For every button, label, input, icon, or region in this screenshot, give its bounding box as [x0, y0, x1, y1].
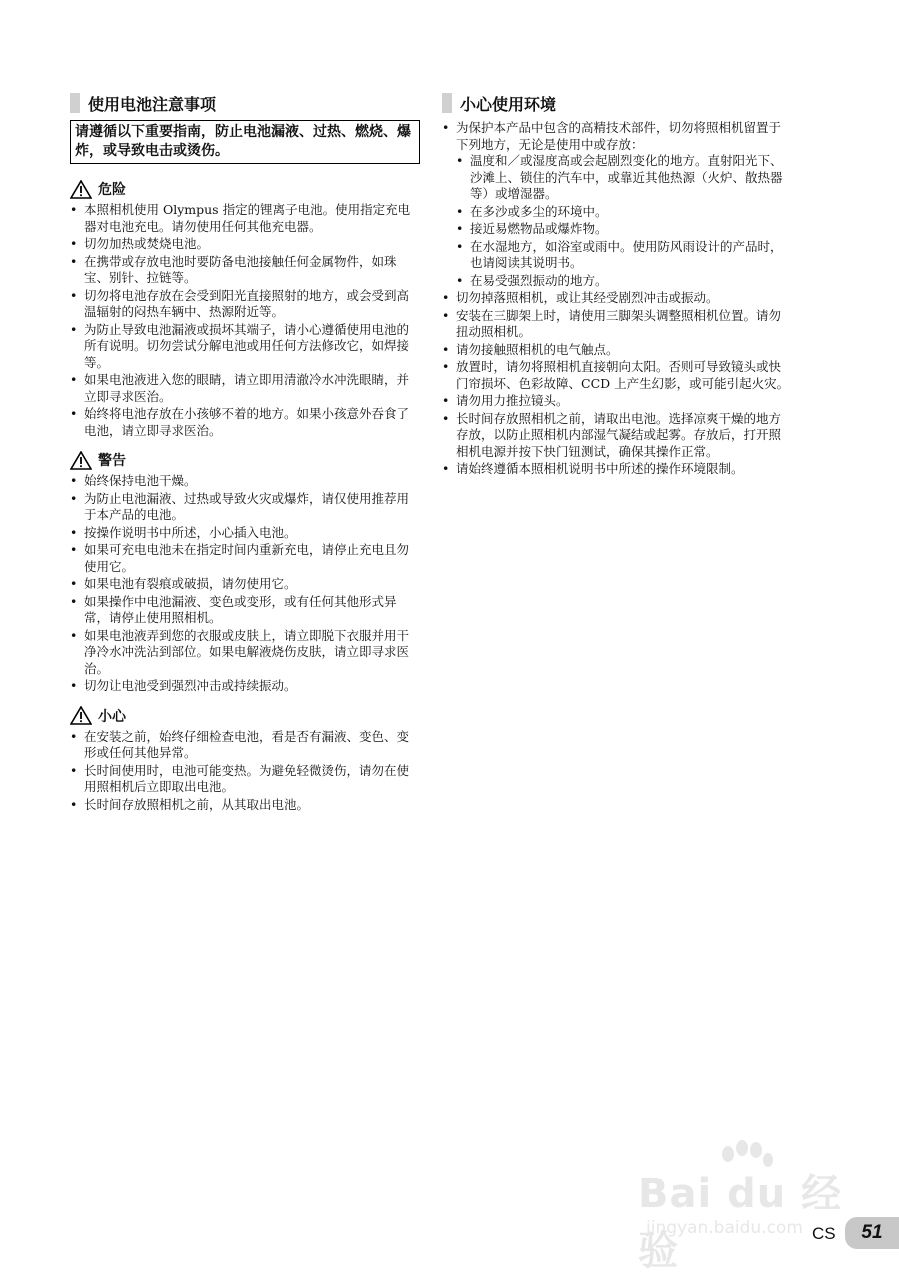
list-item: • 请勿接触照相机的电气触点。 [442, 342, 792, 359]
list-item: • 为防止电池漏液、过热或导致火灾或爆炸，请仅使用推荐用于本产品的电池。 [70, 491, 420, 524]
caution-heading-text: 小心 [98, 708, 126, 725]
warning-triangle-icon [70, 706, 92, 725]
list-item [442, 120, 792, 289]
list-item: • 请始终遵循本照相机说明书中所述的操作环境限制。 [442, 461, 792, 478]
sub-list-item: • 在易受强烈振动的地方。 [456, 273, 792, 290]
watermark-url: jingyan.baidu.com [646, 1218, 803, 1238]
list-item: • 如果电池液进入您的眼睛，请立即用清澈冷水冲洗眼睛，并立即寻求医治。 [70, 372, 420, 405]
caution-heading [70, 705, 420, 727]
sub-list-item: • 温度和／或湿度高或会起剧烈变化的地方。直射阳光下、沙滩上、锁住的汽车中，或靠近其他热源（火炉、散热器等）或增湿器。 [456, 153, 792, 203]
section-title-battery [70, 90, 420, 116]
list-item: • 切勿加热或焚烧电池。 [70, 236, 420, 253]
warning-triangle-icon [70, 451, 92, 470]
list-item: • 安装在三脚架上时，请使用三脚架头调整照相机位置。请勿扭动照相机。 [442, 308, 792, 341]
danger-heading [70, 178, 420, 200]
list-item: • 长时间存放照相机之前，请取出电池。选择凉爽干燥的地方存放，以防止照相机内部湿气凝结或起雾。存放后，打开照相机电源并按下快门钮测试，确保其操作正常。 [442, 411, 792, 461]
page-number: 51 [845, 1217, 899, 1249]
list-item: • 长时间使用时，电池可能变热。为避免轻微烫伤，请勿在使用照相机后立即取出电池。 [70, 763, 420, 796]
list-item: • 始终将电池存放在小孩够不着的地方。如果小孩意外吞食了电池，请立即寻求医治。 [70, 406, 420, 439]
section-title-text: 使用电池注意事项 [88, 94, 217, 114]
caution-list [70, 729, 420, 814]
list-item: • 切勿将电池存放在会受到阳光直接照射的地方，或会受到高温辐射的闷热车辆中、热源附近等。 [70, 288, 420, 321]
watermark-brand: Bai du 经验 [638, 1171, 843, 1274]
sub-list-item: • 在水湿地方，如浴室或雨中。使用防风雨设计的产品时，也请阅读其说明书。 [456, 239, 792, 272]
warning-triangle-icon [70, 180, 92, 199]
list-item: • 切勿让电池受到强烈冲击或持续振动。 [70, 678, 420, 695]
list-item: • 长时间存放照相机之前，从其取出电池。 [70, 797, 420, 814]
left-column [70, 90, 420, 814]
notice-box: 请遵循以下重要指南，防止电池漏液、过热、燃烧、爆炸，或导致电击或烫伤。 [70, 120, 420, 164]
list-item: • 如果可充电电池未在指定时间内重新充电，请停止充电且勿使用它。 [70, 542, 420, 575]
section-title-text: 小心使用环境 [460, 94, 557, 114]
list-item: • 为防止导致电池漏液或损坏其端子，请小心遵循使用电池的所有说明。切勿尝试分解电池或用任何方法修改它，如焊接等。 [70, 322, 420, 372]
list-item: • 放置时，请勿将照相机直接朝向太阳。否则可导致镜头或快门帘损坏、色彩故障、CCD 上产生幻影，或可能引起火灾。 [442, 359, 792, 392]
list-item: • 如果电池液弄到您的衣服或皮肤上，请立即脱下衣服并用干净冷水冲洗沾到部位。如果电解液烧伤皮肤，请立即寻求医治。 [70, 628, 420, 678]
warning-list [70, 473, 420, 695]
danger-heading-text: 危险 [98, 182, 126, 198]
list-item: • 如果电池有裂痕或破损，请勿使用它。 [70, 576, 420, 593]
intro-text: 为保护本产品中包含的高精技术部件，切勿将照相机留置于下列地方，无论是使用中或存放： [456, 120, 782, 152]
list-item: • 在安装之前，始终仔细检查电池，看是否有漏液、变色、变形或任何其他异常。 [70, 729, 420, 762]
right-column [442, 90, 792, 479]
danger-list [70, 202, 420, 439]
sub-list [456, 153, 792, 289]
list-item: • 按操作说明书中所述，小心插入电池。 [70, 525, 420, 542]
environment-list [442, 120, 792, 478]
warning-heading-text: 警告 [98, 453, 126, 469]
sub-list-item: • 接近易燃物品或爆炸物。 [456, 221, 792, 238]
sub-list-item: • 在多沙或多尘的环境中。 [456, 204, 792, 221]
list-item: • 请勿用力推拉镜头。 [442, 393, 792, 410]
list-item: • 始终保持电池干燥。 [70, 473, 420, 490]
list-item: • 切勿掉落照相机，或让其经受剧烈冲击或振动。 [442, 290, 792, 307]
section-marker [70, 93, 80, 113]
section-marker [442, 93, 452, 113]
list-item: • 在携带或存放电池时要防备电池接触任何金属物件，如珠宝、别针、拉链等。 [70, 254, 420, 287]
warning-heading [70, 449, 420, 471]
language-code: CS [812, 1224, 836, 1243]
section-title-environment [442, 90, 792, 116]
list-item: • 本照相机使用 Olympus 指定的锂离子电池。使用指定充电器对电池充电。请勿使用任何其他充电器。 [70, 202, 420, 235]
list-item: • 如果操作中电池漏液、变色或变形，或有任何其他形式异常，请停止使用照相机。 [70, 594, 420, 627]
